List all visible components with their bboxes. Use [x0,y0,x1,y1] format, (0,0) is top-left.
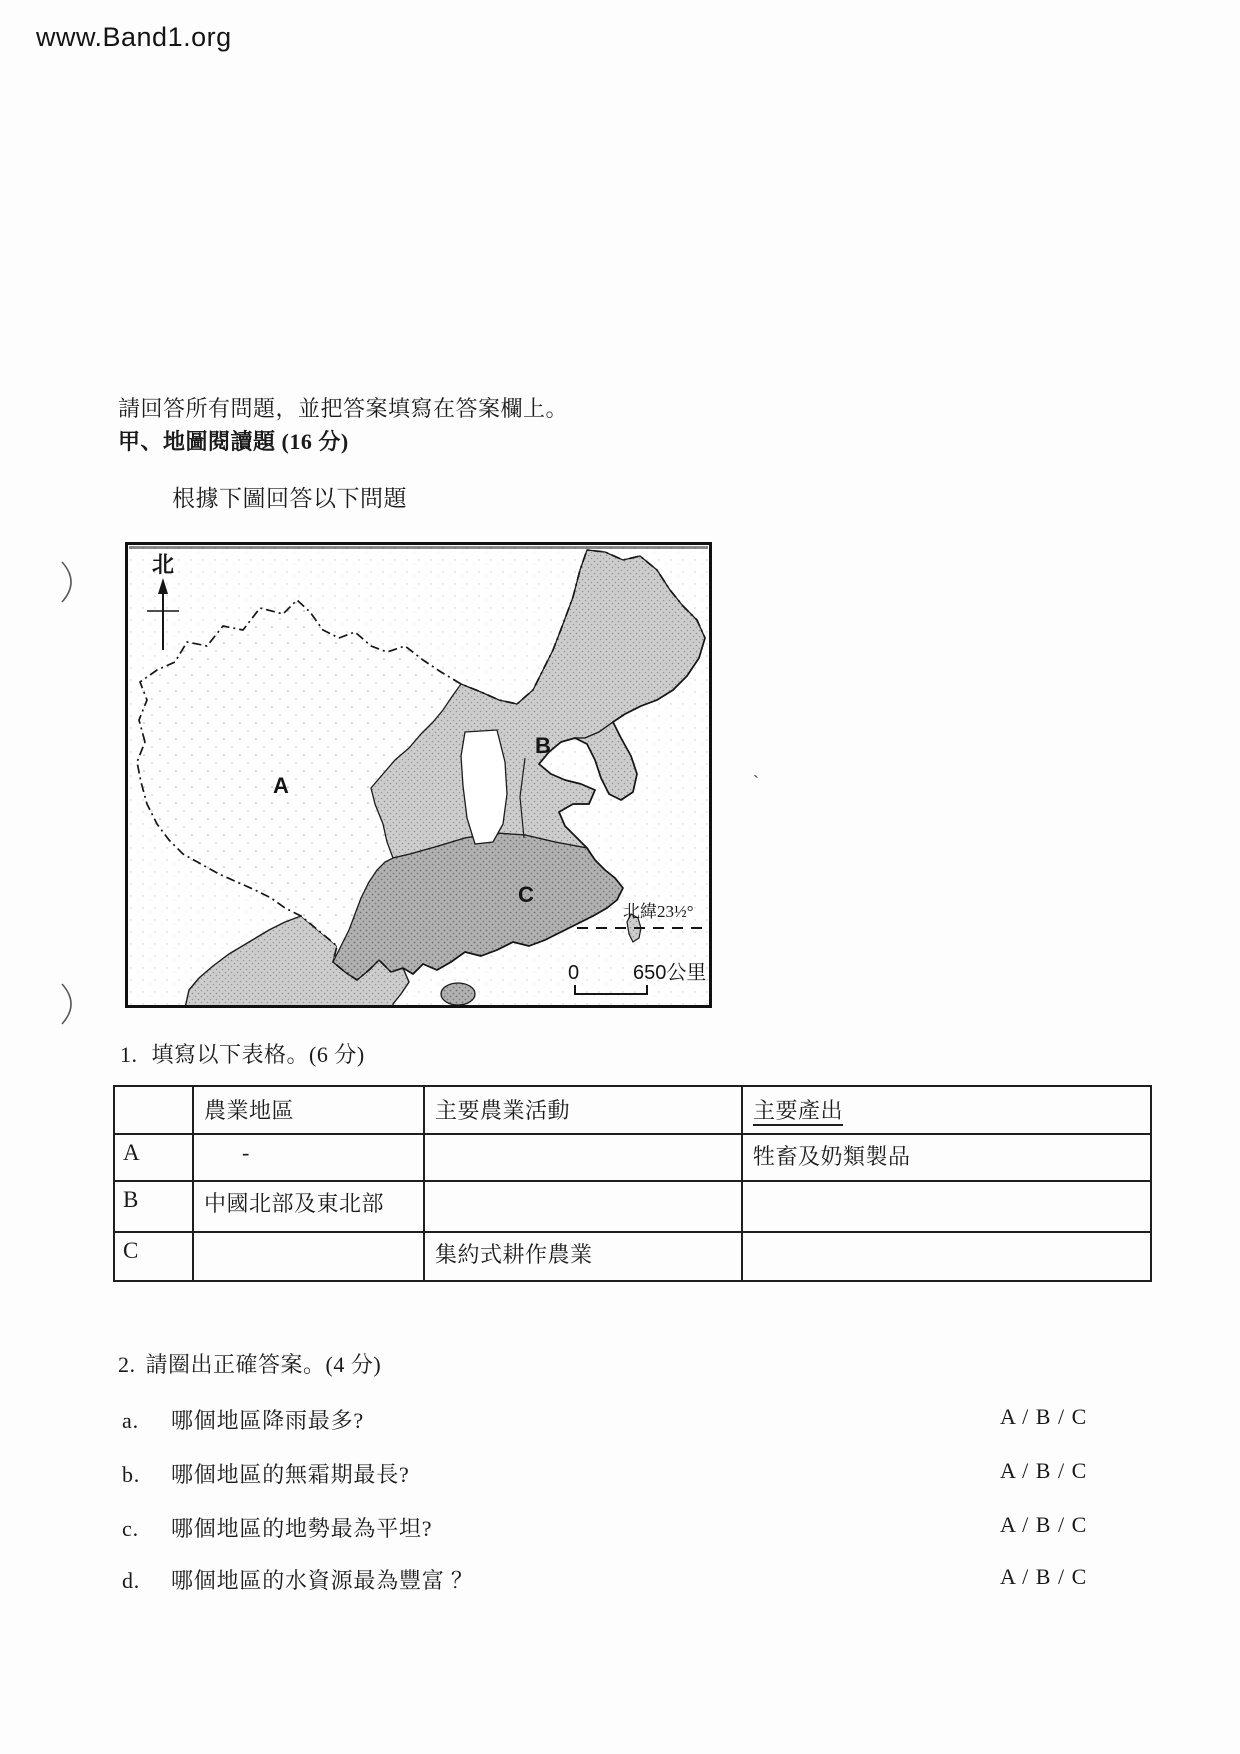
question-item-a [122,1404,1152,1435]
china-region-map [125,542,712,1008]
question-b-label: b. [122,1462,141,1487]
section-title: 甲、地圖閱讀題 (16 分) [118,429,349,454]
question-c-options: A / B / C [1000,1512,1088,1537]
question1-heading [120,1038,365,1069]
scan-punch-mark [56,558,82,606]
question-item-d [122,1564,1152,1595]
question-b-text: 哪個地區的無霜期最長? [171,1462,410,1487]
row-c-label: C [114,1232,193,1281]
row-b-output-cell [742,1181,1151,1232]
row-b-activity-cell [424,1181,742,1232]
question-a-options: A / B / C [1000,1404,1088,1429]
row-a-region-cell: - [193,1134,424,1181]
col-header-output [742,1086,1151,1134]
row-a-activity-cell [424,1134,742,1181]
question-a-text: 哪個地區降雨最多? [171,1408,364,1433]
col-header-region: 農業地區 [193,1086,424,1134]
question-c-text: 哪個地區的地勢最為平坦? [171,1516,433,1541]
scan-speck: ˏ [753,758,759,778]
table-corner-cell [114,1086,193,1134]
row-b-region-cell: 中國北部及東北部 [193,1181,424,1232]
row-b-label: B [114,1181,193,1232]
question-b-options: A / B / C [1000,1458,1088,1483]
region-b-label: B [535,733,551,758]
region-a-label: A [273,773,289,798]
row-c-activity-cell: 集約式耕作農業 [424,1232,742,1281]
question-item-b [122,1458,1152,1489]
question1-title: 填寫以下表格。(6 分) [151,1042,365,1067]
question2-heading [118,1348,381,1379]
row-a-label: A [114,1134,193,1181]
col-header-activity: 主要農業活動 [424,1086,742,1134]
agriculture-table [113,1085,1152,1282]
instructions-text: 請回答所有問題，並把答案填寫在答案欄上。 [118,396,569,421]
table-row [114,1134,1151,1181]
question-d-options: A / B / C [1000,1564,1088,1589]
col-header-output-text: 主要產出 [753,1098,843,1126]
map-frame-top-smudge [129,546,708,549]
latitude-label: 北緯23½° [623,902,694,921]
question2-title: 請圈出正確答案。(4 分) [145,1352,382,1377]
region-c-label: C [518,882,534,907]
map-figure [125,542,712,1008]
question-item-c [122,1512,1152,1543]
scale-zero-label: 0 [568,962,580,984]
question-d-label: d. [122,1568,141,1593]
question-c-label: c. [122,1516,139,1541]
question-d-text: 哪個地區的水資源最為豐富 ？ [171,1568,474,1593]
row-c-output-cell [742,1232,1151,1281]
table-header-row [114,1086,1151,1134]
table-row [114,1232,1151,1281]
question2-number: 2. [118,1352,136,1377]
row-c-region-cell [193,1232,424,1281]
site-watermark: www.Band1.org [36,22,232,52]
scan-punch-mark [56,980,82,1028]
question-a-label: a. [122,1408,139,1433]
hainan-island [441,983,475,1005]
scale-distance-label: 650公里 [633,962,707,984]
north-label: 北 [152,552,175,577]
question1-number: 1. [120,1042,138,1067]
table-row [114,1181,1151,1232]
map-instruction-text: 根據下圖回答以下問題 [172,486,407,511]
row-a-output-cell: 牲畜及奶類製品 [742,1134,1151,1181]
